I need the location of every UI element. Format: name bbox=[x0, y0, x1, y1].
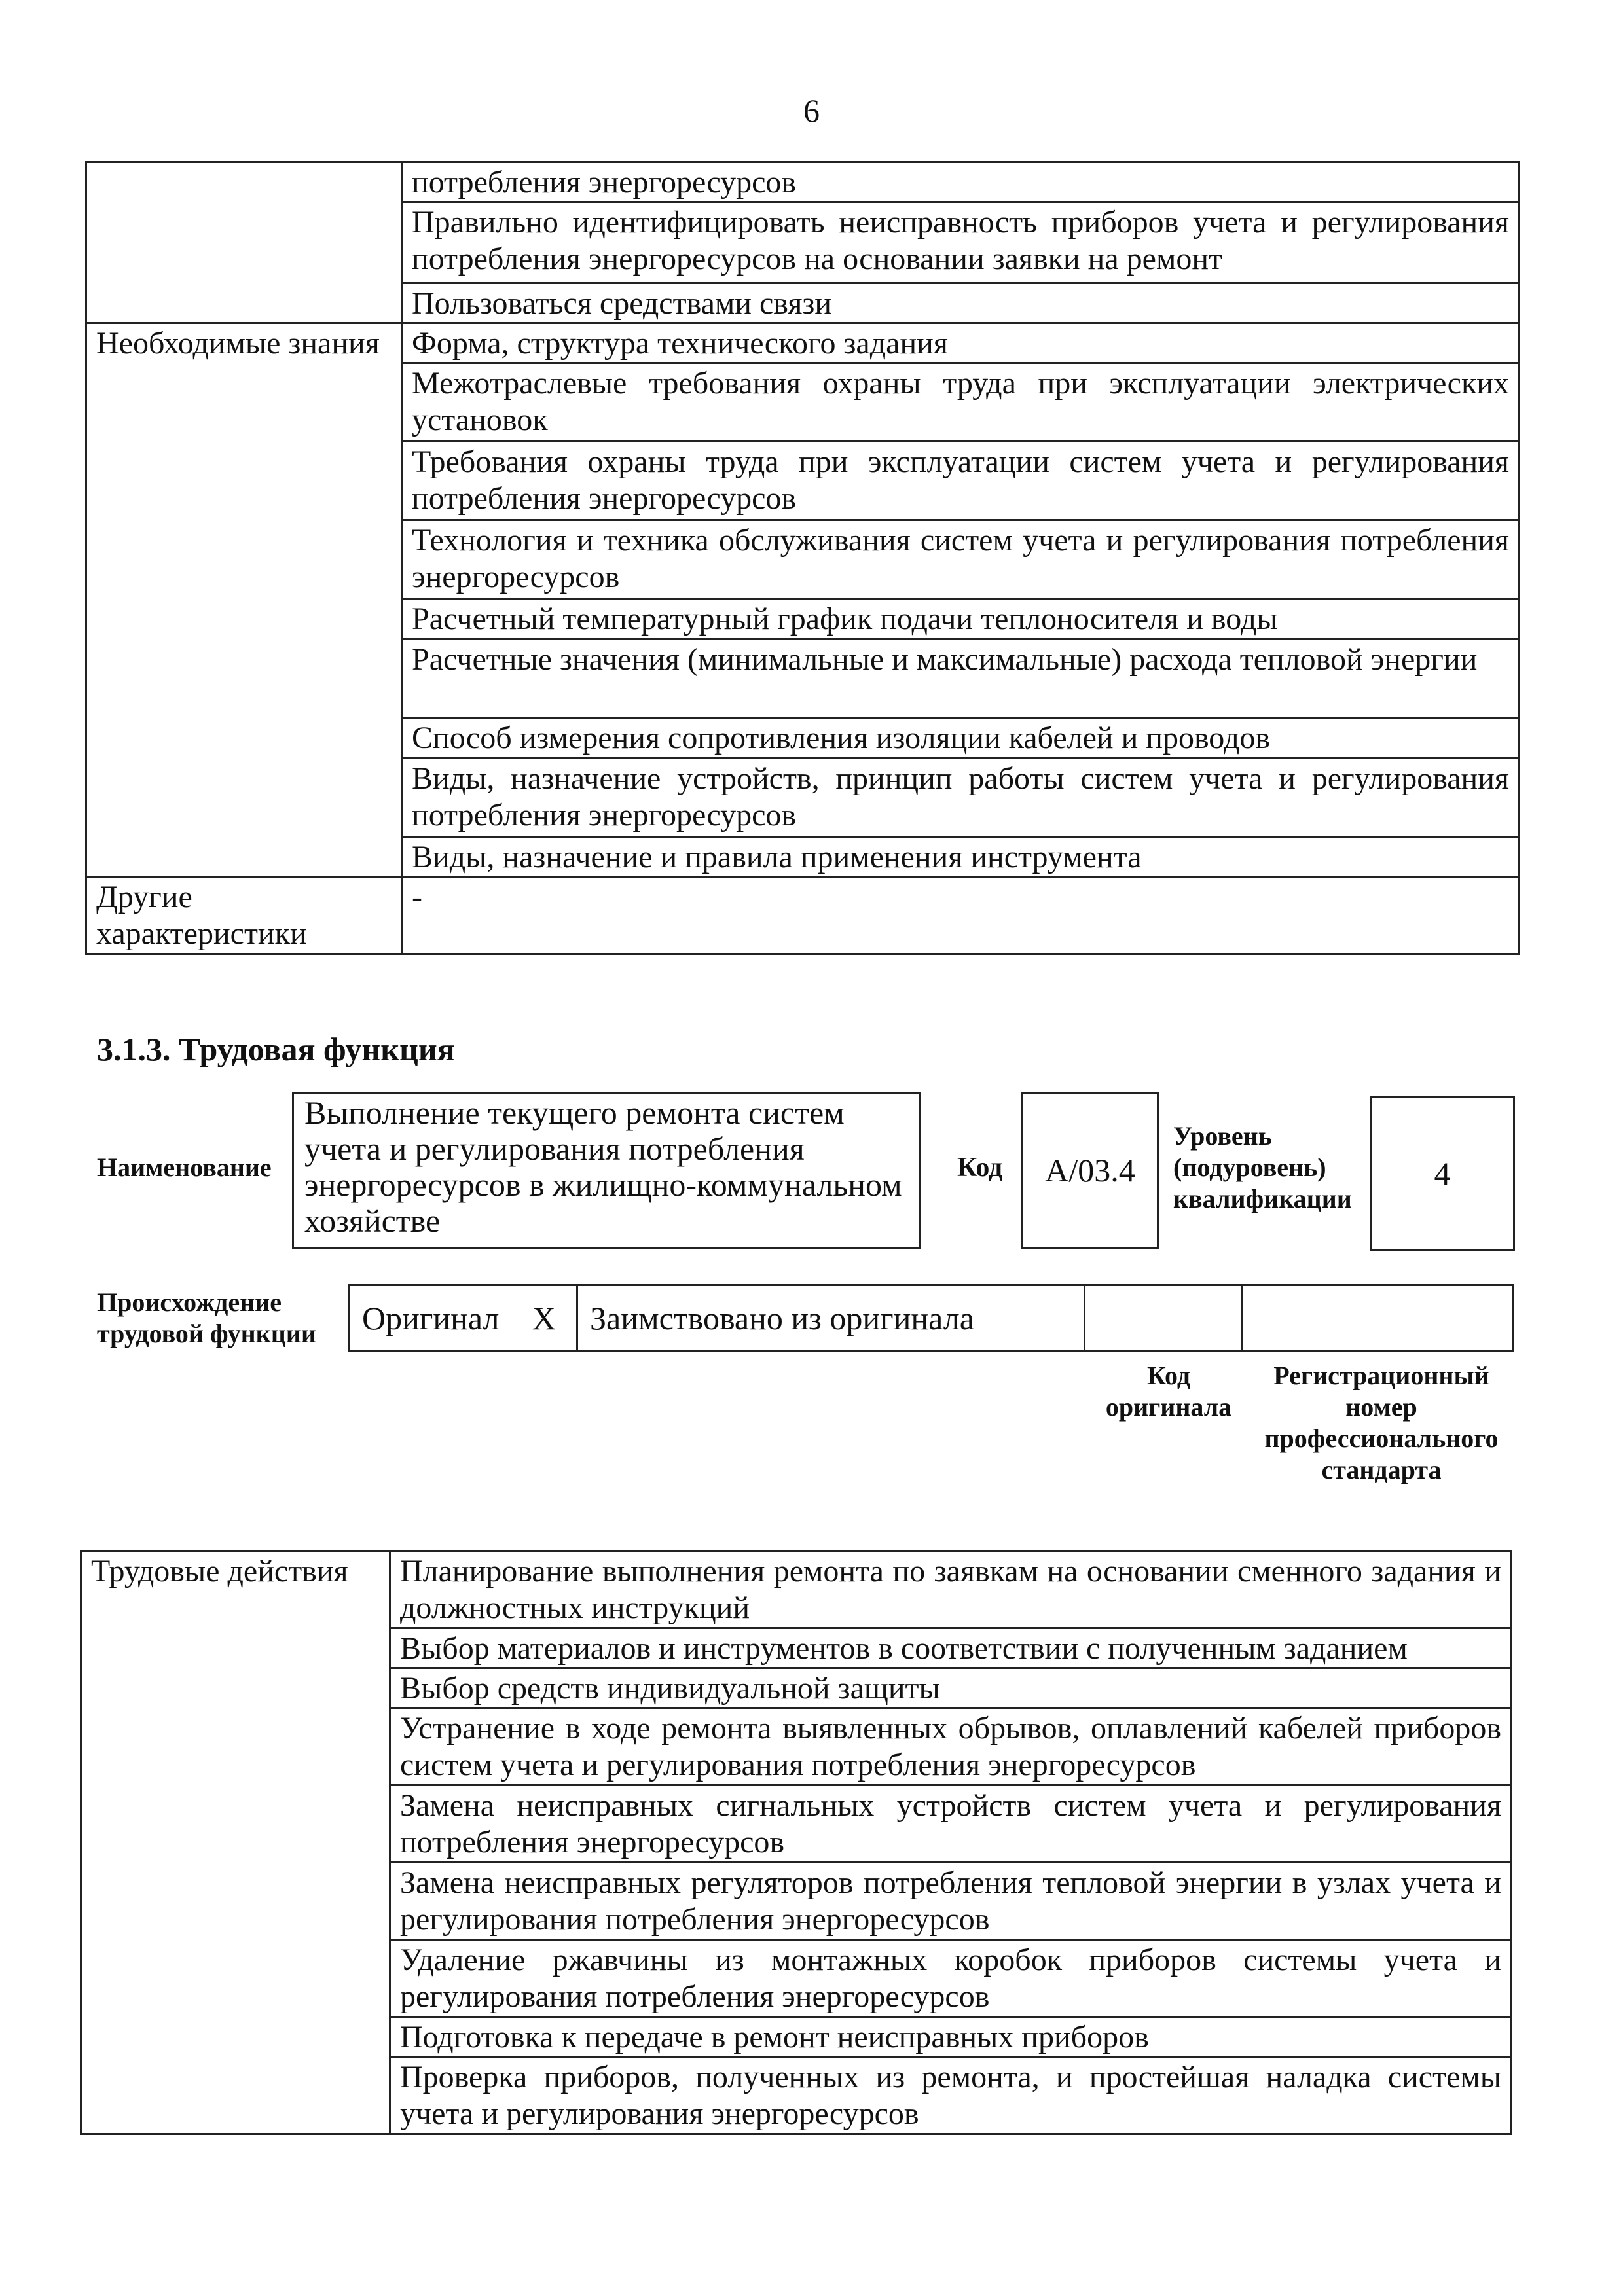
code-caption: Код оригинала bbox=[1105, 1361, 1232, 1422]
row-label-skills bbox=[86, 162, 402, 323]
table-row bbox=[81, 1551, 1512, 1628]
code-box bbox=[1021, 1092, 1159, 1249]
name-label: Наименование bbox=[97, 1153, 272, 1182]
function-name-box bbox=[292, 1092, 921, 1249]
registration-caption: Регистрационный номер профессионального стандарта bbox=[1264, 1361, 1499, 1484]
list-item: Выбор материалов и инструментов в соответствии с полученным заданием bbox=[390, 1628, 1512, 1668]
list-item: Устранение в ходе ремонта выявленных обрывов, оплавлений кабелей приборов систем учета и регулирования потребления энергоресурсов bbox=[390, 1708, 1512, 1785]
list-item: Способ измерения сопротивления изоляции кабелей и проводов bbox=[402, 718, 1520, 759]
table-row bbox=[86, 877, 1520, 954]
list-item: Выбор средств индивидуальной защиты bbox=[390, 1668, 1512, 1708]
list-item: Расчетные значения (минимальные и максимальные) расхода тепловой энергии bbox=[402, 639, 1520, 718]
list-item: Требования охраны труда при эксплуатации систем учета и регулирования потребления энергоресурсов bbox=[402, 442, 1520, 520]
borrowed-label: Заимствовано из оригинала bbox=[577, 1285, 1085, 1351]
list-item: Технология и техника обслуживания систем учета и регулирования потребления энергоресурсов bbox=[402, 520, 1520, 599]
code-value: А/03.4 bbox=[1045, 1152, 1135, 1189]
list-item: Правильно идентифицировать неисправность приборов учета и регулирования потребления энергоресурсов на основании заявки на ремонт bbox=[402, 202, 1520, 283]
list-item: Виды, назначение и правила применения инструмента bbox=[402, 837, 1520, 877]
list-item: Замена неисправных сигнальных устройств систем учета и регулирования потребления энергоресурсов bbox=[390, 1785, 1512, 1863]
actions-table bbox=[80, 1550, 1512, 2135]
section-title: 3.1.3. Трудовая функция bbox=[97, 1031, 455, 1067]
table-row bbox=[86, 323, 1520, 363]
registration-number-cell bbox=[1242, 1285, 1513, 1351]
list-item: Межотраслевые требования охраны труда при эксплуатации электрических установок bbox=[402, 363, 1520, 442]
level-box bbox=[1370, 1096, 1515, 1251]
list-item: Планирование выполнения ремонта по заявкам на основании сменного задания и должностных инструкций bbox=[390, 1551, 1512, 1628]
list-item: Пользоваться средствами связи bbox=[402, 283, 1520, 323]
list-item: Замена неисправных регуляторов потребления тепловой энергии в узлах учета и регулирования потребления энергоресурсов bbox=[390, 1863, 1512, 1940]
requirements-table bbox=[85, 161, 1520, 955]
function-name: Выполнение текущего ремонта систем учета и регулирования потребления энергоресурсов в жилищно-коммунальном хозяйстве bbox=[304, 1094, 902, 1239]
original-mark: Х bbox=[512, 1285, 577, 1351]
origin-table bbox=[348, 1284, 1514, 1352]
list-item: Расчетный температурный график подачи теплоносителя и воды bbox=[402, 599, 1520, 639]
code-label: Код bbox=[957, 1153, 1003, 1183]
level-value: 4 bbox=[1434, 1155, 1451, 1192]
list-item: Удаление ржавчины из монтажных коробок приборов системы учета и регулирования потребления энергоресурсов bbox=[390, 1940, 1512, 2017]
list-item: потребления энергоресурсов bbox=[402, 162, 1520, 202]
original-code-cell bbox=[1085, 1285, 1242, 1351]
origin-label: Происхождение трудовой функции bbox=[97, 1287, 316, 1348]
table-row bbox=[86, 162, 1520, 202]
list-item: Форма, структура технического задания bbox=[402, 323, 1520, 363]
row-label-knowledge: Необходимые знания bbox=[86, 323, 402, 877]
list-item: Виды, назначение устройств, принцип работы систем учета и регулирования потребления энергоресурсов bbox=[402, 759, 1520, 837]
row-label-other: Другие характеристики bbox=[86, 877, 402, 954]
list-item: Подготовка к передаче в ремонт неисправных приборов bbox=[390, 2017, 1512, 2057]
level-label: Уровень (подуровень) квалификации bbox=[1173, 1121, 1352, 1213]
row-label-actions: Трудовые действия bbox=[81, 1551, 390, 2134]
original-label: Оригинал bbox=[350, 1285, 512, 1351]
list-item: - bbox=[402, 877, 1520, 954]
list-item: Проверка приборов, полученных из ремонта, и простейшая наладка системы учета и регулирования энергоресурсов bbox=[390, 2057, 1512, 2134]
page-number: 6 bbox=[803, 92, 820, 129]
